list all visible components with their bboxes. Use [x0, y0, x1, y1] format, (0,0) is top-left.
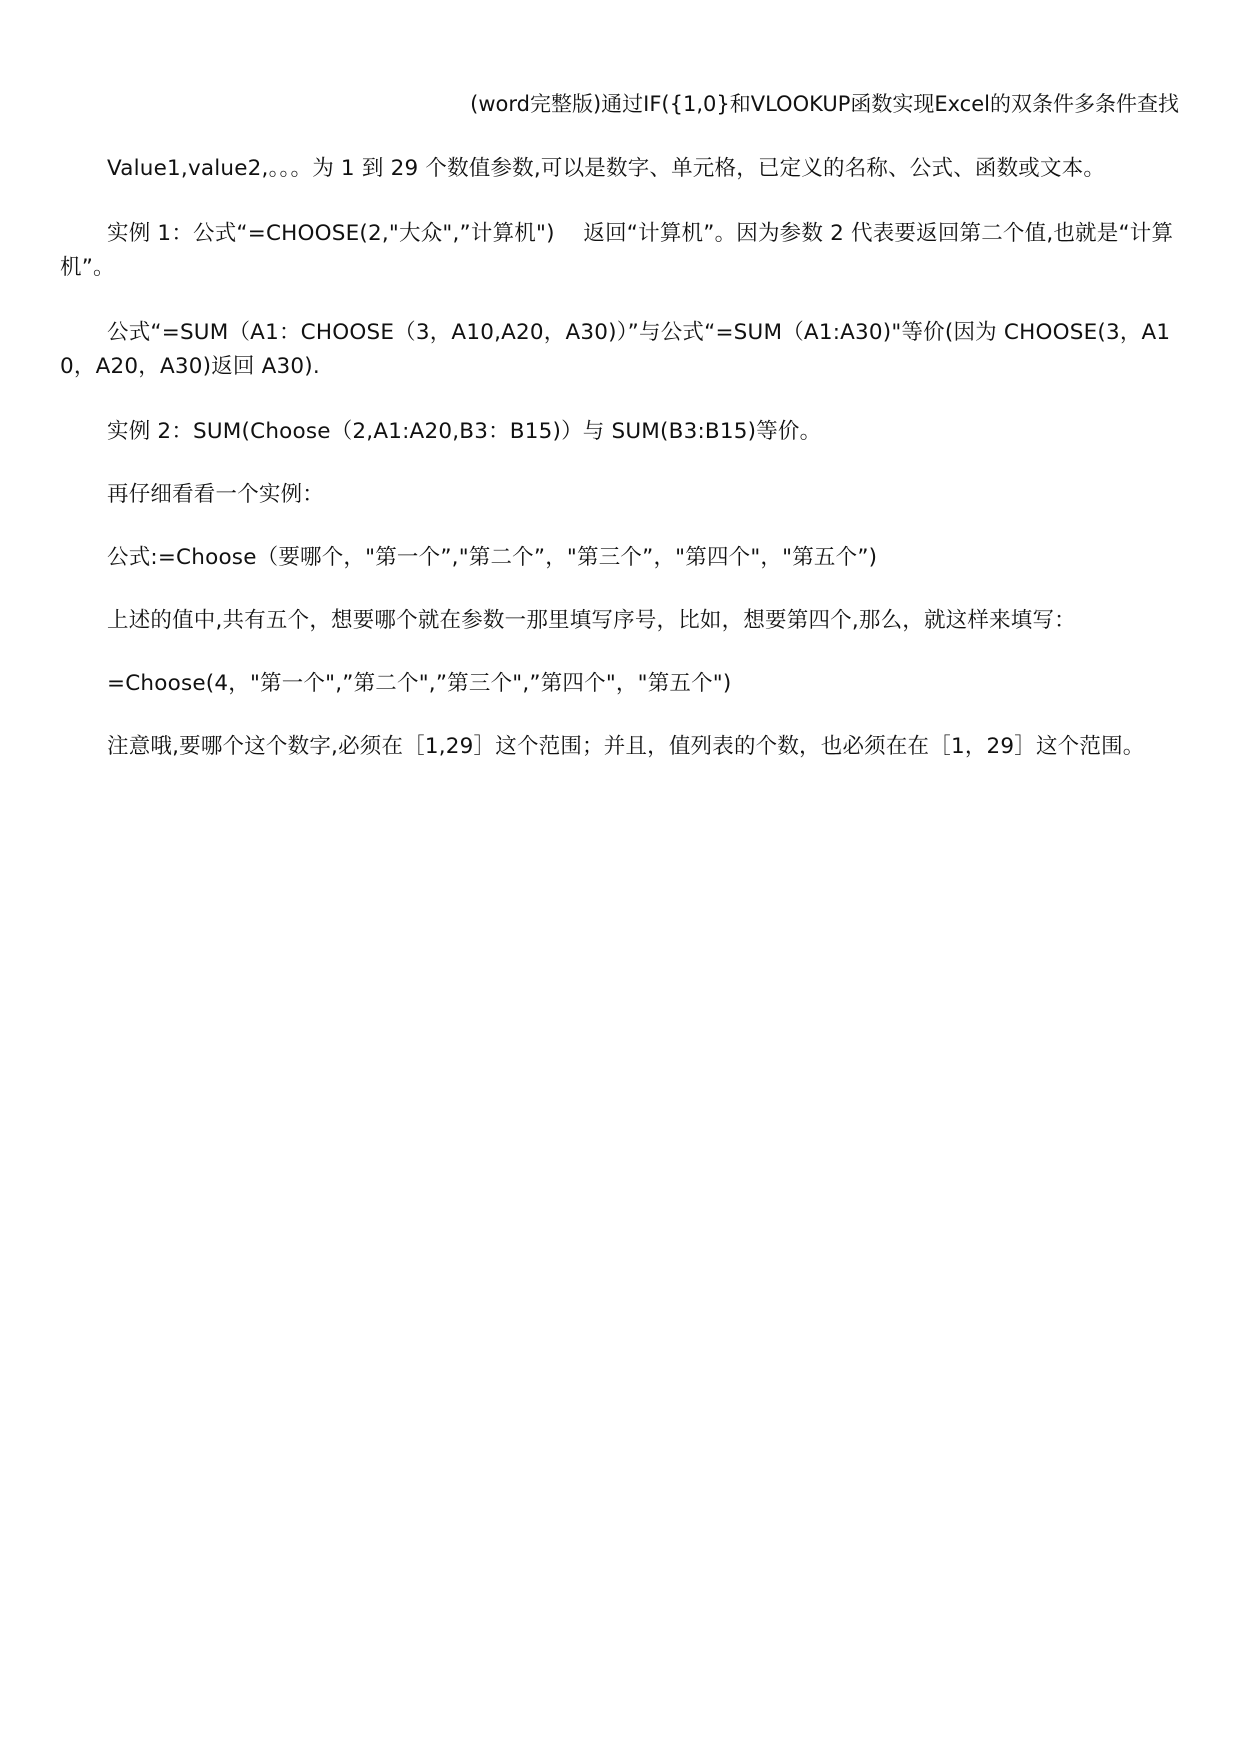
- paragraph-note-range: 注意哦,要哪个这个数字,必须在［1,29］这个范围；并且，值列表的个数，也必须在在［1，29］这个范围。: [107, 734, 1145, 759]
- paragraph-look-again: 再仔细看看一个实例：: [107, 482, 325, 507]
- paragraph-example-1: 实例 1：公式“=CHOOSE(2,"大众",”计算机") 返回“计算机”。因为参数 2 代表要返回第二个值,也就是“计算机”。: [60, 221, 1174, 280]
- paragraph-sum-formula: 公式“=SUM（A1：CHOOSE（3，A10,A20，A30)）”与公式“=SUM（A1:A30)"等价(因为 CHOOSE(3，A10，A20，A30)返回 A30).: [60, 320, 1171, 379]
- paragraph-value-params: Value1,value2,。。。为 1 到 29 个数值参数,可以是数字、单元格，已定义的名称、公式、函数或文本。: [107, 156, 1106, 181]
- running-header: (word完整版)通过IF({1,0}和VLOOKUP函数实现Excel的双条件多条件查找: [470, 92, 1179, 116]
- paragraph-five-values: 上述的值中,共有五个，想要哪个就在参数一那里填写序号，比如，想要第四个,那么，就这样来填写：: [107, 608, 1076, 633]
- paragraph-choose-formula: 公式:=Choose（要哪个，"第一个”,"第二个”，"第三个”，"第四个"，"第五个”): [107, 545, 878, 570]
- paragraph-choose-4: =Choose(4，"第一个",”第二个",”第三个",”第四个"，"第五个"): [107, 671, 732, 696]
- paragraph-example-2: 实例 2：SUM(Choose（2,A1:A20,B3：B15)）与 SUM(B3:B15)等价。: [107, 419, 822, 444]
- body-text: [60, 152, 1176, 795]
